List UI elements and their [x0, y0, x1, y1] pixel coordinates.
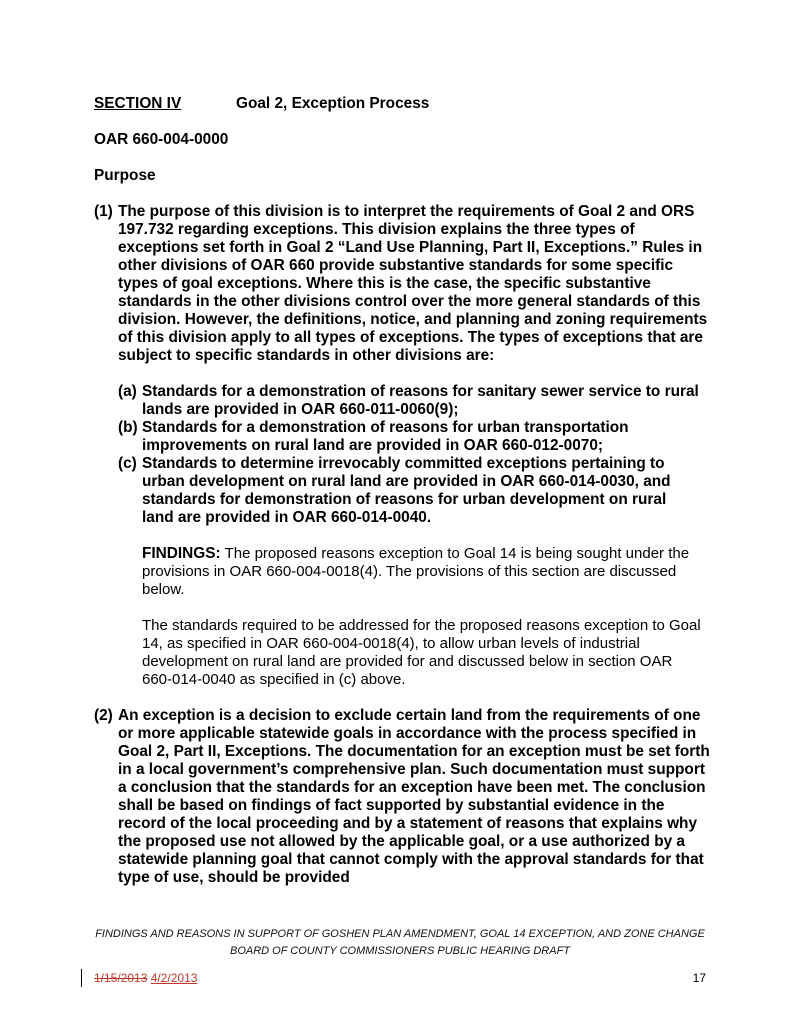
page-number: 17	[692, 971, 706, 985]
revision-bar	[81, 969, 82, 987]
item-a-text: Standards for a demonstration of reasons for sanitary sewer service to rural lands are provided in OAR 660-011-0060(9);	[142, 383, 699, 418]
section-title: Goal 2, Exception Process	[236, 95, 430, 112]
para2-text: An exception is a decision to exclude certain land from the requirements of one or more applicable statewide goals in accordance with the process specified in Goal 2, Part II, Exceptions. The documentation for an exception must be set forth in a local government’s comprehensive plan. Such documentation must support a conclusion that the standards for an exception have been met. The conclusion shall be based on findings of fact supported by substantial evidence in the record of the local proceeding and by a statement of reasons that explains why the proposed use not allowed by the applicable goal, or a use authorized by a statewide planning goal that cannot comply with the approval standards for that type of use, should be provided	[118, 707, 710, 886]
item-b-text: Standards for a demonstration of reasons for urban transportation improvements on rural land are provided in OAR 660-012-0070;	[142, 419, 629, 454]
oar-reference: OAR 660-004-0000	[94, 131, 229, 148]
para1-label: (1)	[94, 203, 113, 220]
findings-label: FINDINGS:	[142, 545, 221, 562]
para2-label: (2)	[94, 707, 113, 724]
date-deleted: 1/15/2013	[94, 971, 148, 985]
footer-line-1: FINDINGS AND REASONS IN SUPPORT OF GOSHEN PLAN AMENDMENT, GOAL 14 EXCEPTION, AND ZONE CHANGE	[95, 928, 705, 940]
findings-block	[142, 545, 702, 599]
section-label: SECTION IV	[94, 95, 182, 112]
findings-text-1: The proposed reasons exception to Goal 14 is being sought under the provisions in OAR 660-004-0018(4). The provisions of this section are discussed below.	[142, 545, 690, 598]
purpose-heading: Purpose	[94, 167, 156, 184]
footer-date	[94, 970, 197, 986]
para1-text: The purpose of this division is to interpret the requirements of Goal 2 and ORS 197.732 regarding exceptions. This division explains the three types of exceptions set forth in Goal 2 “Land Use Planning, Part II, Exceptions.” Rules in other divisions of OAR 660 provide substantive standards for some specific types of goal exceptions. Where this is the case, the specific substantive standards in the other divisions control over the more general standards of this division. However, the definitions, notice, and planning and zoning requirements of this division apply to all types of exceptions. The types of exceptions that are subject to specific standards in other divisions are:	[118, 203, 708, 364]
item-b-label: (b)	[118, 419, 138, 436]
findings-text-2: The standards required to be addressed for the proposed reasons exception to Goal 14, as specified in OAR 660-004-0018(4), to allow urban levels of industrial development on rural land are provided for and discussed below in section OAR 660-014-0040 as specified in (c) above.	[142, 617, 701, 688]
item-c-label: (c)	[118, 455, 137, 472]
item-a-label: (a)	[118, 383, 137, 400]
footer-line-2: BOARD OF COUNTY COMMISSIONERS PUBLIC HEARING DRAFT	[229, 945, 571, 957]
item-c-text: Standards to determine irrevocably committed exceptions pertaining to urban development on rural land are provided in OAR 660-014-0030, and standards for demonstration of reasons for urban development on rural land are provided in OAR 660-014-0040.	[142, 455, 671, 526]
date-inserted: 4/2/2013	[150, 971, 198, 985]
